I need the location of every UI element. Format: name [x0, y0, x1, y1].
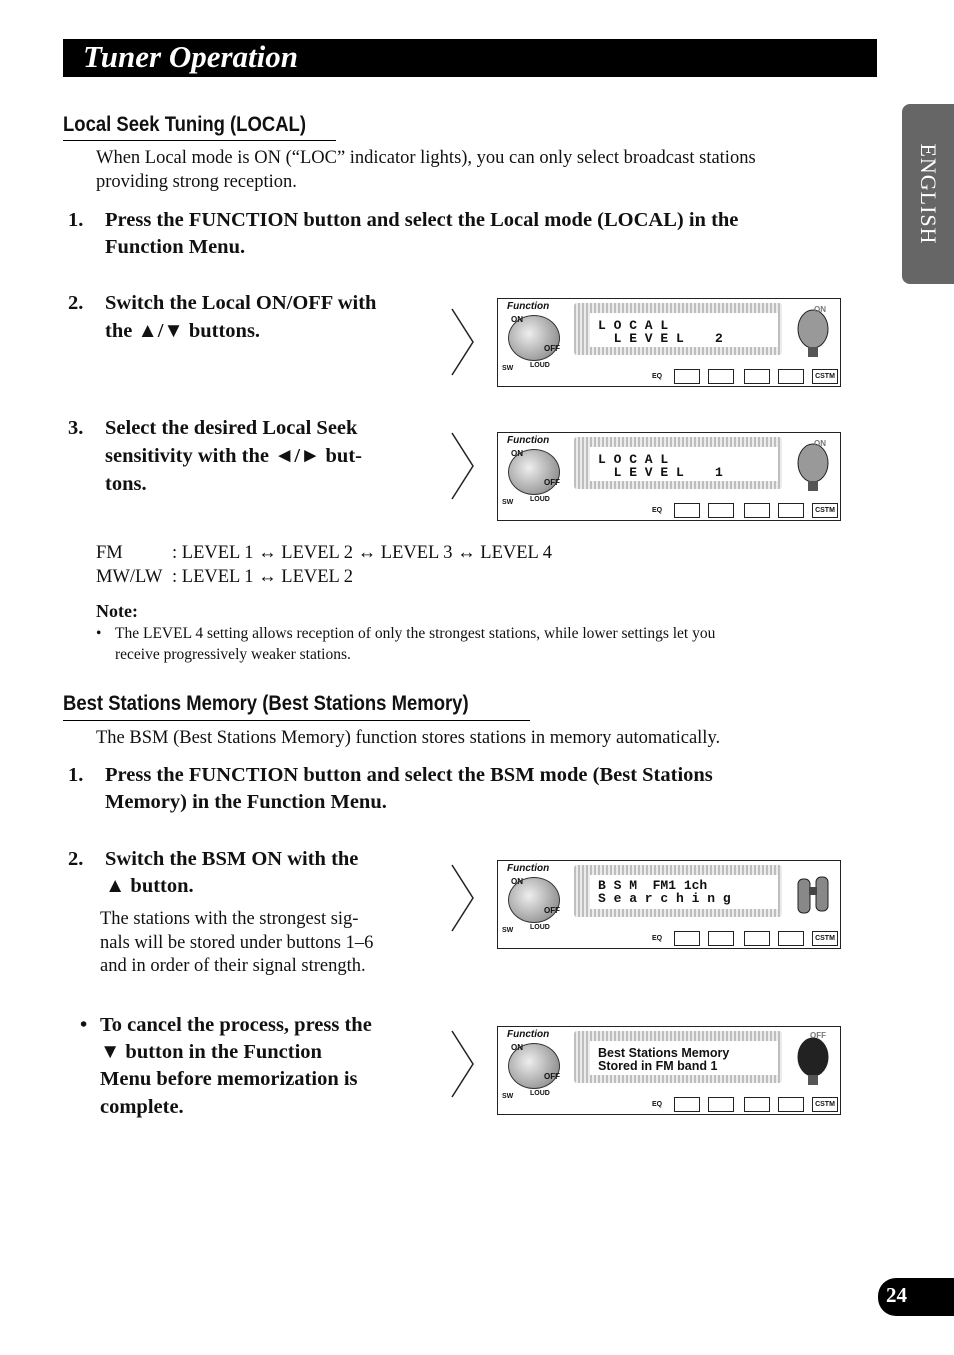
mwlw-levels: : LEVEL 1 ↔ LEVEL 2 — [172, 567, 354, 587]
eq-label: EQ — [652, 935, 663, 942]
cstm-label: CSTM — [812, 503, 838, 518]
bsm-cancel-note — [80, 1012, 440, 1124]
step-number: 1. — [68, 764, 84, 786]
eq-curve-icon — [708, 931, 734, 946]
language-tab — [902, 104, 954, 284]
function-label: Function — [507, 863, 550, 874]
lcd-display-bsm-stored — [497, 1026, 841, 1115]
local-step-3 — [68, 415, 438, 499]
step-number: 1. — [68, 209, 84, 231]
lcd-display-bsm-searching — [497, 860, 841, 949]
off-label: OFF — [544, 344, 560, 353]
page-number: 24 — [886, 1283, 907, 1307]
bsm-intro: The BSM (Best Stations Memory) function stores stations in memory automatically. — [96, 728, 721, 748]
eq-curve-icon — [744, 1097, 770, 1112]
page-title-bar — [63, 39, 877, 77]
eq-curve-icon — [708, 503, 734, 518]
step-text-line2: Memory) in the Function Menu. — [105, 791, 387, 813]
eq-curve-icon — [744, 369, 770, 384]
step-text-line2: the ▲/▼ buttons. — [105, 320, 261, 342]
status-indicator: ON — [814, 305, 826, 314]
sw-label: SW — [502, 1093, 514, 1100]
cstm-label: CSTM — [812, 1097, 838, 1112]
display-line2: S e a r c h i n g — [598, 891, 731, 906]
section-heading-local: Local Seek Tuning (LOCAL) — [63, 113, 306, 136]
page-title: Tuner Operation — [83, 39, 299, 74]
sw-label: SW — [502, 499, 514, 506]
eq-curve-icon — [674, 369, 700, 384]
bulb-icon — [796, 441, 830, 493]
arrow-chevron-icon — [451, 432, 475, 500]
lcd-display-local-level-1 — [497, 432, 841, 521]
lcd-display-local-level-2 — [497, 298, 841, 387]
eq-curve-icon — [708, 1097, 734, 1112]
bsm-detail-line2: nals will be stored under buttons 1–6 — [100, 933, 374, 953]
step-number: 2. — [68, 292, 84, 314]
bsm-step-2 — [68, 846, 438, 902]
loud-label: LOUD — [530, 924, 550, 931]
note-text-line2: receive progressively weaker stations. — [115, 646, 351, 663]
section-underline — [63, 720, 530, 721]
cstm-label: CSTM — [812, 931, 838, 946]
display-line1: L O C A L — [598, 452, 669, 467]
step-text-line1: Select the desired Local Seek — [105, 417, 358, 439]
eq-label: EQ — [652, 373, 663, 380]
loud-label: LOUD — [530, 1090, 550, 1097]
display-line2: L E V E L 2 — [598, 331, 723, 346]
function-label: Function — [507, 435, 550, 446]
step-text-line1: Press the FUNCTION button and select the BSM mode (Best Stations — [105, 764, 713, 786]
eq-curve-icon — [674, 1097, 700, 1112]
step-text-line2: sensitivity with the ◄/► but- — [105, 445, 362, 467]
step-text-line2: Function Menu. — [105, 236, 246, 258]
display-line2: Stored in FM band 1 — [598, 1059, 718, 1073]
eq-curve-icon — [744, 931, 770, 946]
bsm-detail-line3: and in order of their signal strength. — [100, 956, 366, 976]
on-label: ON — [511, 877, 523, 886]
language-tab-label: ENGLISH — [916, 143, 941, 245]
on-label: ON — [511, 449, 523, 458]
function-label: Function — [507, 301, 550, 312]
cancel-line4: complete. — [100, 1096, 184, 1118]
local-step-1 — [68, 207, 848, 263]
on-label: ON — [511, 1043, 523, 1052]
bulb-icon — [796, 1035, 830, 1087]
bulb-icon — [796, 307, 830, 359]
cancel-line1: To cancel the process, press the — [100, 1014, 372, 1036]
on-label: ON — [511, 315, 523, 324]
local-intro-line1: When Local mode is ON (“LOC” indicator lights), you can only select broadcast stations — [96, 148, 756, 168]
eq-curve-icon — [744, 503, 770, 518]
eq-label: EQ — [652, 1101, 663, 1108]
display-line1: B S M FM1 1ch — [598, 878, 708, 893]
eq-curve-icon — [708, 369, 734, 384]
bsm-detail-line1: The stations with the strongest sig- — [100, 909, 359, 929]
eq-curve-icon — [778, 931, 804, 946]
bullet: • — [80, 1014, 88, 1036]
step-text-line2: ▲ button. — [105, 875, 194, 897]
sw-label: SW — [502, 927, 514, 934]
step-number: 3. — [68, 417, 84, 439]
section-underline — [63, 140, 336, 141]
display-line1: L O C A L — [598, 318, 669, 333]
section-heading-bsm: Best Stations Memory (Best Stations Memory) — [63, 692, 469, 715]
step-text-line1: Switch the Local ON/OFF with — [105, 292, 377, 314]
loud-label: LOUD — [530, 496, 550, 503]
function-label: Function — [507, 1029, 550, 1040]
cancel-line2: ▼ button in the Function — [100, 1041, 322, 1063]
eq-label: EQ — [652, 507, 663, 514]
eq-curve-icon — [778, 369, 804, 384]
off-label: OFF — [544, 906, 560, 915]
eq-curve-icon — [778, 503, 804, 518]
eq-curve-icon — [778, 1097, 804, 1112]
arrow-chevron-icon — [451, 1030, 475, 1098]
off-label: OFF — [544, 1072, 560, 1081]
step-text-line1: Switch the BSM ON with the — [105, 848, 359, 870]
note-text-line1: The LEVEL 4 setting allows reception of only the strongest stations, while lower settings let you — [115, 625, 716, 642]
display-line2: L E V E L 1 — [598, 465, 723, 480]
fm-levels: : LEVEL 1 ↔ LEVEL 2 ↔ LEVEL 3 ↔ LEVEL 4 — [172, 543, 553, 563]
cancel-line3: Menu before memorization is — [100, 1068, 358, 1090]
off-label: OFF — [544, 478, 560, 487]
mwlw-label: MW/LW — [96, 567, 163, 587]
eq-curve-icon — [674, 503, 700, 518]
status-indicator: ON — [814, 439, 826, 448]
fm-label: FM — [96, 543, 123, 563]
loud-label: LOUD — [530, 362, 550, 369]
step-text-line3: tons. — [105, 473, 147, 495]
note-bullet: • — [96, 625, 102, 642]
binoculars-icon — [796, 869, 830, 921]
display-line1: Best Stations Memory — [598, 1046, 730, 1060]
page-number-badge — [878, 1278, 954, 1316]
sw-label: SW — [502, 365, 514, 372]
local-step-2 — [68, 290, 438, 346]
note-heading: Note: — [96, 601, 138, 621]
step-number: 2. — [68, 848, 84, 870]
cstm-label: CSTM — [812, 369, 838, 384]
arrow-chevron-icon — [451, 308, 475, 376]
arrow-chevron-icon — [451, 864, 475, 932]
eq-curve-icon — [674, 931, 700, 946]
bsm-step-1 — [68, 762, 848, 818]
step-text-line1: Press the FUNCTION button and select the Local mode (LOCAL) in the — [105, 209, 739, 231]
status-indicator: OFF — [810, 1031, 826, 1040]
local-intro-line2: providing strong reception. — [96, 172, 297, 192]
